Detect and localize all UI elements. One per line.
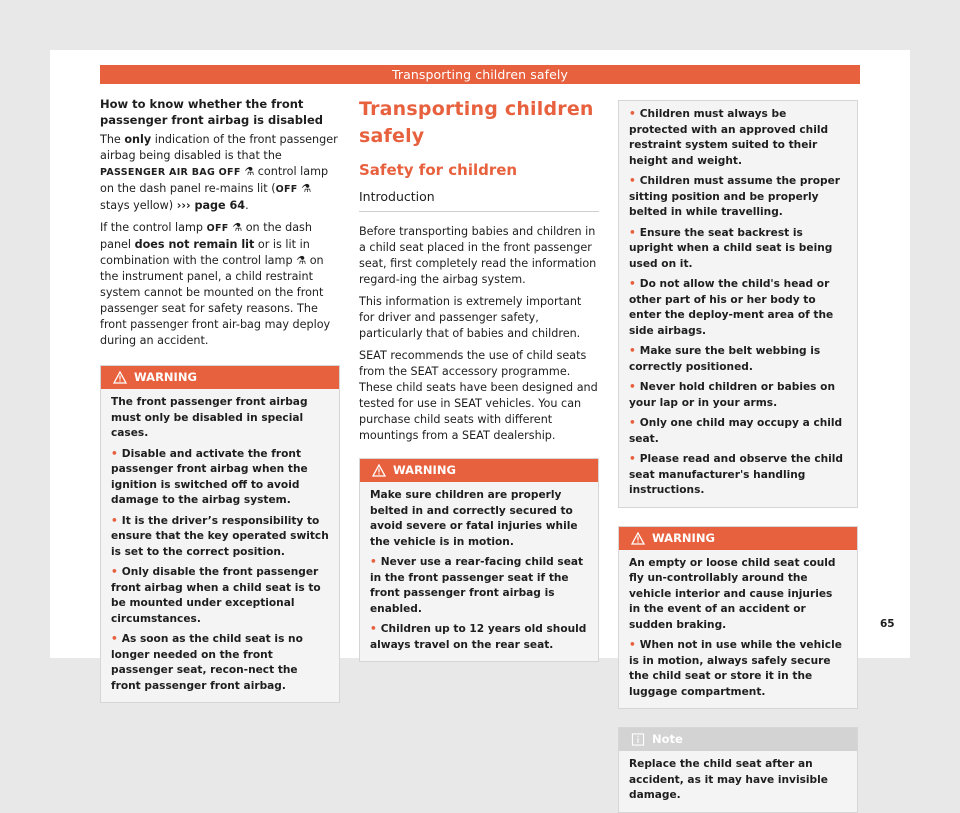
bullet-icon: • xyxy=(629,226,636,239)
column-2 xyxy=(359,96,599,662)
bullet-icon: • xyxy=(629,175,636,187)
warning-bullet: • Children up to 12 years old should always travel on the rear seat. xyxy=(370,623,587,651)
warning-bullet: • When not in use while the vehicle is in motion, always safely secure the child seat or store it in the luggage compartment. xyxy=(629,639,842,698)
bullet-icon: • xyxy=(111,514,118,527)
bullet-icon: • xyxy=(111,447,118,460)
bullet-icon: • xyxy=(629,639,636,651)
warning-intro: The front passenger front airbag must only be disabled in special cases. xyxy=(111,396,308,439)
airbag-person-icon: ⚗ xyxy=(244,165,255,178)
bullet-icon: • xyxy=(629,345,636,357)
paragraph-control-lamp: If the control lamp OFF ⚗ on the dash panel does not remain lit or is lit in combination with the control lamp ⚗ on the instrument panel, a child restraint system cannot be mounted on the front passenger seat for safety reasons. The front passenger front air-bag may deploy during an accident. xyxy=(100,221,331,347)
intro-paragraph: SEAT recommends the use of child seats from the SEAT accessory programme. These child seats have been designed and tested for use in SEAT vehicles. You can purchase child seats with different mountings from a SEAT dealership. xyxy=(359,349,598,442)
paragraph-airbag-indication: The only indication of the front passenger airbag being disabled is that the PASSENGER AIR BAG OFF ⚗ control lamp on the dash panel re-mains lit (OFF ⚗ stays yellow) ››› page 64. xyxy=(100,133,338,212)
note-body xyxy=(619,751,857,812)
warning-bullet: • It is the driver’s responsibility to ensure that the key operated switch is set to the correct position. xyxy=(111,514,329,558)
column-3 xyxy=(618,100,858,813)
rule-bullet: • Make sure the belt webbing is correctly positioned. xyxy=(629,345,821,373)
warning-triangle-icon xyxy=(372,464,386,477)
rule-bullet: • Please read and observe the child seat manufacturer's handling instructions. xyxy=(629,453,843,496)
airbag-warning-icon: ⚗ xyxy=(296,254,307,267)
airbag-person-icon: ⚗ xyxy=(232,221,243,234)
rule-bullet: • Do not allow the child's head or other part of his or her body to enter the deploy-ment area of the side airbags. xyxy=(629,278,834,337)
chapter-subtitle: Safety for children xyxy=(359,161,518,179)
warning-triangle-icon xyxy=(631,532,645,545)
passenger-airbag-off-lamp: PASSENGER AIR BAG OFF xyxy=(100,167,241,178)
page-reference[interactable]: ››› page 64 xyxy=(176,199,246,212)
warning-bullet: • Disable and activate the front passenger front airbag when the ignition is switched off to avoid damage to the airbag system. xyxy=(111,447,308,506)
off-lamp: OFF xyxy=(275,184,298,195)
airbag-person-icon: ⚗ xyxy=(301,182,312,195)
warning-header: WARNING xyxy=(101,366,339,389)
bullet-icon: • xyxy=(370,556,377,568)
warning-box xyxy=(359,458,599,662)
warning-bullet: • As soon as the child seat is no longer needed on the front passenger seat, recon-nect the front passenger front airbag. xyxy=(111,633,303,692)
intro-paragraph: This information is extremely important for driver and passenger safety, particularly that of babies and children. xyxy=(359,295,582,340)
warning-header: WARNING xyxy=(360,459,598,482)
intro-paragraph: Before transporting babies and children in a child seat placed in the front passenger seat, first completely read the information regard-ing the airbag system. xyxy=(359,225,597,286)
rule-bullet: • Ensure the seat backrest is upright when a child seat is being used on it. xyxy=(629,226,833,270)
bullet-icon: • xyxy=(629,417,636,429)
warning-body xyxy=(619,550,857,709)
bullet-icon: • xyxy=(111,566,118,578)
bullet-icon: • xyxy=(629,381,636,393)
warning-bullet: • Never use a rear-facing child seat in the front passenger seat if the front passenger front airbag is enabled. xyxy=(370,556,584,615)
rule-bullet: • Children must assume the proper sitting position and be properly belted in while travelling. xyxy=(629,175,840,218)
note-header: Note xyxy=(619,728,857,751)
bullet-icon: • xyxy=(629,108,636,120)
off-lamp: OFF xyxy=(206,223,229,234)
rule-bullet: • Only one child may occupy a child seat. xyxy=(629,417,843,445)
section-heading: Introduction xyxy=(359,188,599,212)
bullet-icon: • xyxy=(629,278,636,290)
bullet-icon: • xyxy=(111,633,118,645)
rule-bullet: • Children must always be protected with an approved child restraint system suited to their height and weight. xyxy=(629,108,829,167)
rule-bullet: • Never hold children or babies on your lap or in your arms. xyxy=(629,381,836,409)
warning-body xyxy=(360,482,598,661)
warning-triangle-icon xyxy=(113,371,127,384)
safety-rules-box xyxy=(618,100,858,508)
note-text: Replace the child seat after an accident, as it may have invisible damage. xyxy=(629,758,828,801)
bullet-icon: • xyxy=(370,623,377,635)
bullet-icon: • xyxy=(629,453,636,465)
chapter-title: Transporting children safely xyxy=(359,98,594,147)
column-1 xyxy=(100,96,340,703)
warning-intro: An empty or loose child seat could fly un-controllably around the vehicle interior and cause injuries in the event of an accident or sudden braking. xyxy=(629,556,836,631)
info-icon xyxy=(631,733,645,746)
page-number: 65 xyxy=(880,618,895,630)
warning-bullet: • Only disable the front passenger front airbag when a child seat is to be mounted under exceptional circumstances. xyxy=(111,566,321,625)
warning-body xyxy=(101,389,339,702)
section-subhead: How to know whether the front passenger front airbag is disabled xyxy=(100,97,324,127)
note-box xyxy=(618,727,858,813)
page-header: Transporting children safely xyxy=(100,65,860,84)
warning-header: WARNING xyxy=(619,527,857,550)
warning-box xyxy=(100,365,340,703)
warning-intro: Make sure children are properly belted in and correctly secured to avoid severe or fatal injuries while the vehicle is in motion. xyxy=(370,489,578,548)
warning-box xyxy=(618,526,858,710)
